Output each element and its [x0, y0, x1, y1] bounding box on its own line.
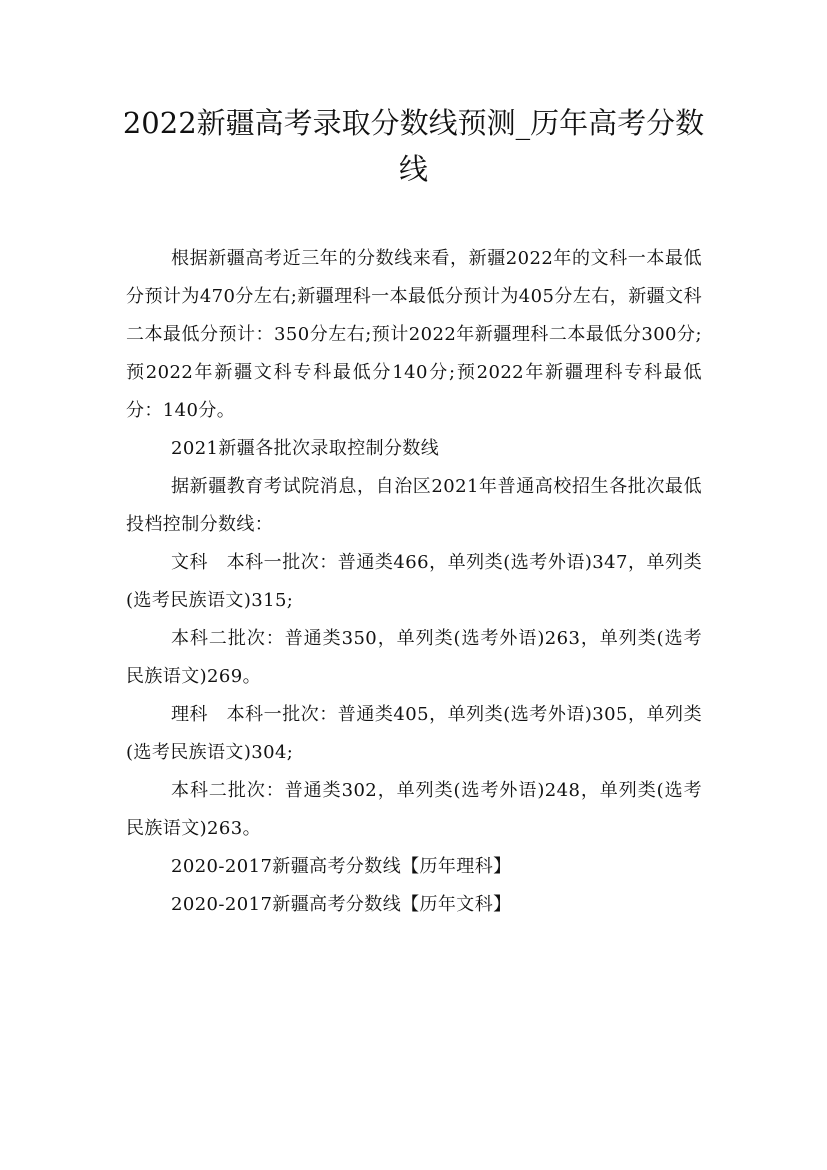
- link-history-liberal-arts[interactable]: 2020-2017新疆高考分数线【历年文科】: [171, 894, 512, 915]
- document-body: [126, 240, 702, 924]
- document-title: 2022新疆高考录取分数线预测_历年高考分数线: [122, 106, 705, 186]
- paragraph-2021-heading: 2021新疆各批次录取控制分数线: [171, 438, 440, 459]
- paragraph-science-tier1: 理科 本科一批次：普通类405，单列类(选考外语)305，单列类(选考民族语文)304;: [126, 704, 702, 763]
- paragraph-liberal-arts-tier1: 文科 本科一批次：普通类466，单列类(选考外语)347，单列类(选考民族语文)315;: [126, 552, 702, 611]
- paragraph-forecast: 根据新疆高考近三年的分数线来看，新疆2022年的文科一本最低分预计为470分左右;新疆理科一本最低分预计为405分左右，新疆文科二本最低分预计：350分左右;预计2022年新疆理科二本最低分300分;预2022年新疆文科专科最低分140分;预2022年新疆理科专科最低分：140分。: [126, 248, 702, 421]
- link-history-science[interactable]: 2020-2017新疆高考分数线【历年理科】: [171, 856, 512, 877]
- paragraph-source: 据新疆教育考试院消息，自治区2021年普通高校招生各批次最低投档控制分数线：: [126, 476, 702, 535]
- paragraph-science-tier2: 本科二批次：普通类302，单列类(选考外语)248，单列类(选考民族语文)263。: [126, 780, 702, 839]
- paragraph-liberal-arts-tier2: 本科二批次：普通类350，单列类(选考外语)263，单列类(选考民族语文)269。: [126, 628, 702, 687]
